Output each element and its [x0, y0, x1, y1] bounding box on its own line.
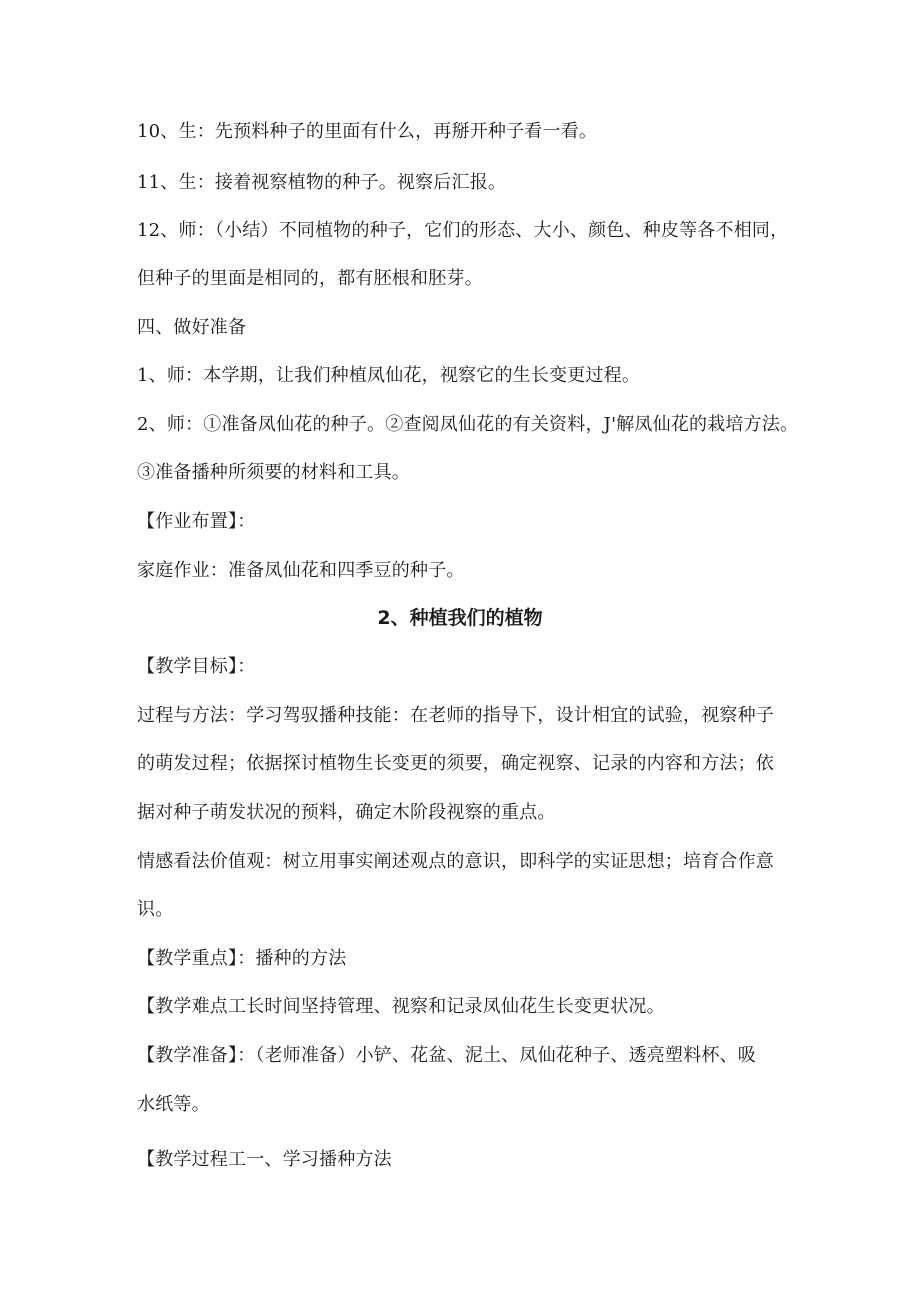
teaching-focus: 【教学重点】：播种的方法 [137, 948, 347, 969]
text-line-2: 11、生：接着视察植物的种子。视察后汇报。 [137, 172, 507, 193]
text-line-13: 的萌发过程；依据探讨植物生长变更的须要，确定视察、记录的内容和方法；依 [137, 753, 774, 774]
teaching-difficulty: 【教学难点工长时间坚持管理、视察和记录凤仙花生长变更状况。 [137, 996, 665, 1017]
teaching-preparation: 【教学准备】：（老师准备）小铲、花盆、泥土、凤仙花种子、透亮塑料杯、吸 [137, 1045, 756, 1066]
text-line-15: 情感看法价值观：树立用事实阐述观点的意识，即科学的实证思想；培育合作意 [137, 851, 774, 872]
text-line-3: 12、师：（小结）不同植物的种子，它们的形态、大小、颜色、种皮等各不相同， [137, 220, 789, 241]
homework-text: 家庭作业：准备凤仙花和四季豆的种子。 [137, 560, 465, 581]
text-line-1: 10、生：先预料种子的里面有什么，再掰开种子看一看。 [137, 121, 598, 142]
text-line-20: 水纸等。 [137, 1094, 210, 1115]
text-line-6: 1、师：本学期，让我们种植凤仙花，视察它的生长变更过程。 [137, 365, 641, 386]
teaching-goal-label: 【教学目标】： [137, 656, 256, 677]
text-line-4: 但种子的里面是相同的，都有胚根和胚芽。 [137, 268, 483, 289]
text-line-16: 识。 [137, 899, 174, 920]
text-line-14: 据对种子萌发状况的预料，确定木阶段视察的重点。 [137, 802, 556, 823]
text-line-12: 过程与方法：学习驾驭播种技能：在老师的指导下，设计相宜的试验，视察种子 [137, 705, 774, 726]
lesson-title: 2、种植我们的植物 [377, 607, 543, 629]
teaching-process: 【教学过程工一、学习播种方法 [137, 1149, 392, 1170]
text-line-8: ③准备播种所须要的材料和工具。 [137, 462, 410, 483]
section-heading-four: 四、做好准备 [137, 317, 247, 338]
homework-label: 【作业布置】： [137, 511, 256, 532]
text-line-7: 2、师：①准备凤仙花的种子。②查阅凤仙花的有关资料，J'解凤仙花的栽培方法。 [137, 414, 799, 435]
